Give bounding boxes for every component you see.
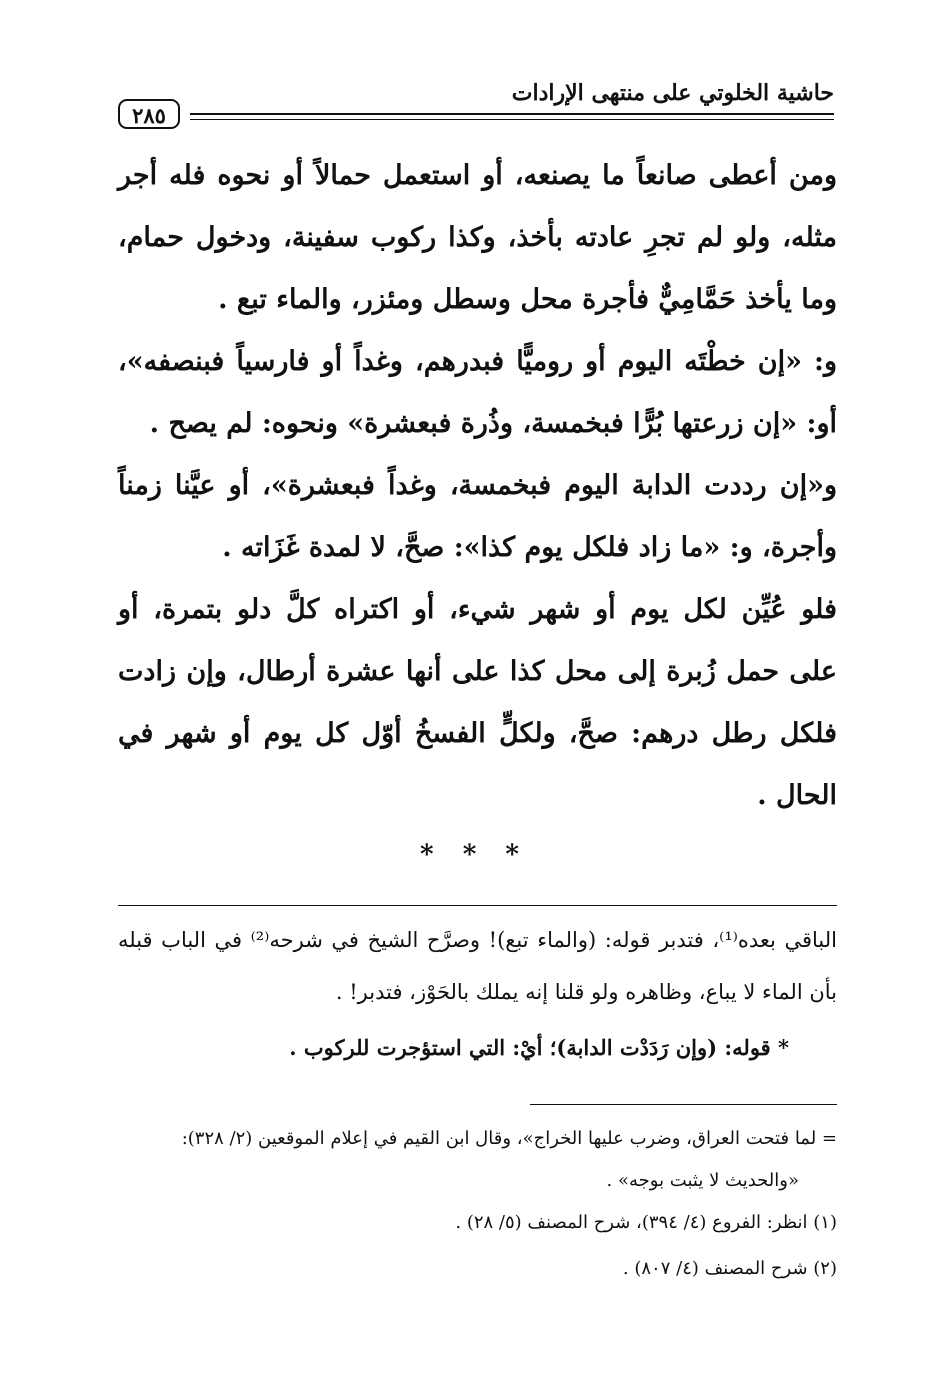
commentary-line: * قوله: (وإن رَدَدْت الدابة)؛ أيْ: التي استؤجرت للركوب . bbox=[289, 1035, 789, 1060]
footnote-line: (٢) شرح المصنف (٤/ ٨٠٧) . bbox=[622, 1258, 837, 1279]
main-text-line: و«إن رددت الدابة اليوم فبخمسة، وغداً فبعشرة»، أو عيَّنا زمناً bbox=[118, 470, 837, 501]
commentary-line: بأن الماء لا يباع، وظاهره ولو قلنا إنه يملك بالحَوْز، فتدبر! . bbox=[335, 980, 837, 1004]
section-separator: * * * bbox=[420, 840, 529, 870]
main-text-line: أو: «إن زرعتها بُرًّا فبخمسة، وذُرة فبعشرة» ونحوه: لم يصح . bbox=[149, 408, 837, 439]
footnote-divider bbox=[530, 1104, 837, 1105]
commentary-divider bbox=[118, 905, 837, 906]
main-text-line: على حمل زُبرة إلى محل كذا على أنها عشرة أرطال، وإن زادت bbox=[118, 656, 837, 687]
running-header-title: حاشية الخلوتي على منتهى الإرادات bbox=[511, 80, 834, 106]
main-text-line: فلو عُيِّن لكل يوم أو شهر شيء، أو اكتراه كلَّ دلو بتمرة، أو bbox=[118, 594, 837, 625]
page-number-badge: ٢٨٥ bbox=[118, 99, 180, 129]
footnote-line: (١) انظر: الفروع (٤/ ٣٩٤)، شرح المصنف (٥/ ٢٨) . bbox=[455, 1212, 837, 1233]
commentary-line: الباقي بعده⁽¹⁾، فتدبر قوله: (والماء تبع)! وصرَّح الشيخ في شرحه⁽²⁾ في الباب قبله bbox=[118, 928, 837, 952]
header-rule-thin bbox=[190, 119, 834, 120]
footnote-line: «والحديث لا يثبت بوجه» . bbox=[606, 1170, 799, 1191]
header-rule bbox=[190, 113, 834, 115]
main-text-line: مثله، ولو لم تجرِ عادته بأخذ، وكذا ركوب سفينة، ودخول حمام، bbox=[118, 222, 837, 253]
main-text-line: فلكل رطل درهم: صحَّ، ولكلٍّ الفسخُ أوّل كل يوم أو شهر في bbox=[118, 718, 837, 749]
footnote-line: = لما فتحت العراق، وضرب عليها الخراج»، وقال ابن القيم في إعلام الموقعين (٢/ ٣٢٨): bbox=[181, 1128, 837, 1149]
main-text-line: وأجرة، و: «ما زاد فلكل يوم كذا»: صحَّ، لا لمدة غَزَاته . bbox=[222, 532, 837, 563]
main-text-line: ومن أعطى صانعاً ما يصنعه، أو استعمل حمالاً أو نحوه فله أجر bbox=[118, 160, 837, 191]
main-text-line: الحال . bbox=[757, 780, 837, 811]
main-text-line: و: «إن خطْتَه اليوم أو روميًّا فبدرهم، وغداً أو فارسياً فبنصفه»، bbox=[118, 346, 837, 377]
main-text-line: وما يأخذ حَمَّامِيٌّ فأجرة محل وسطل ومئزر، والماء تبع . bbox=[218, 284, 837, 315]
